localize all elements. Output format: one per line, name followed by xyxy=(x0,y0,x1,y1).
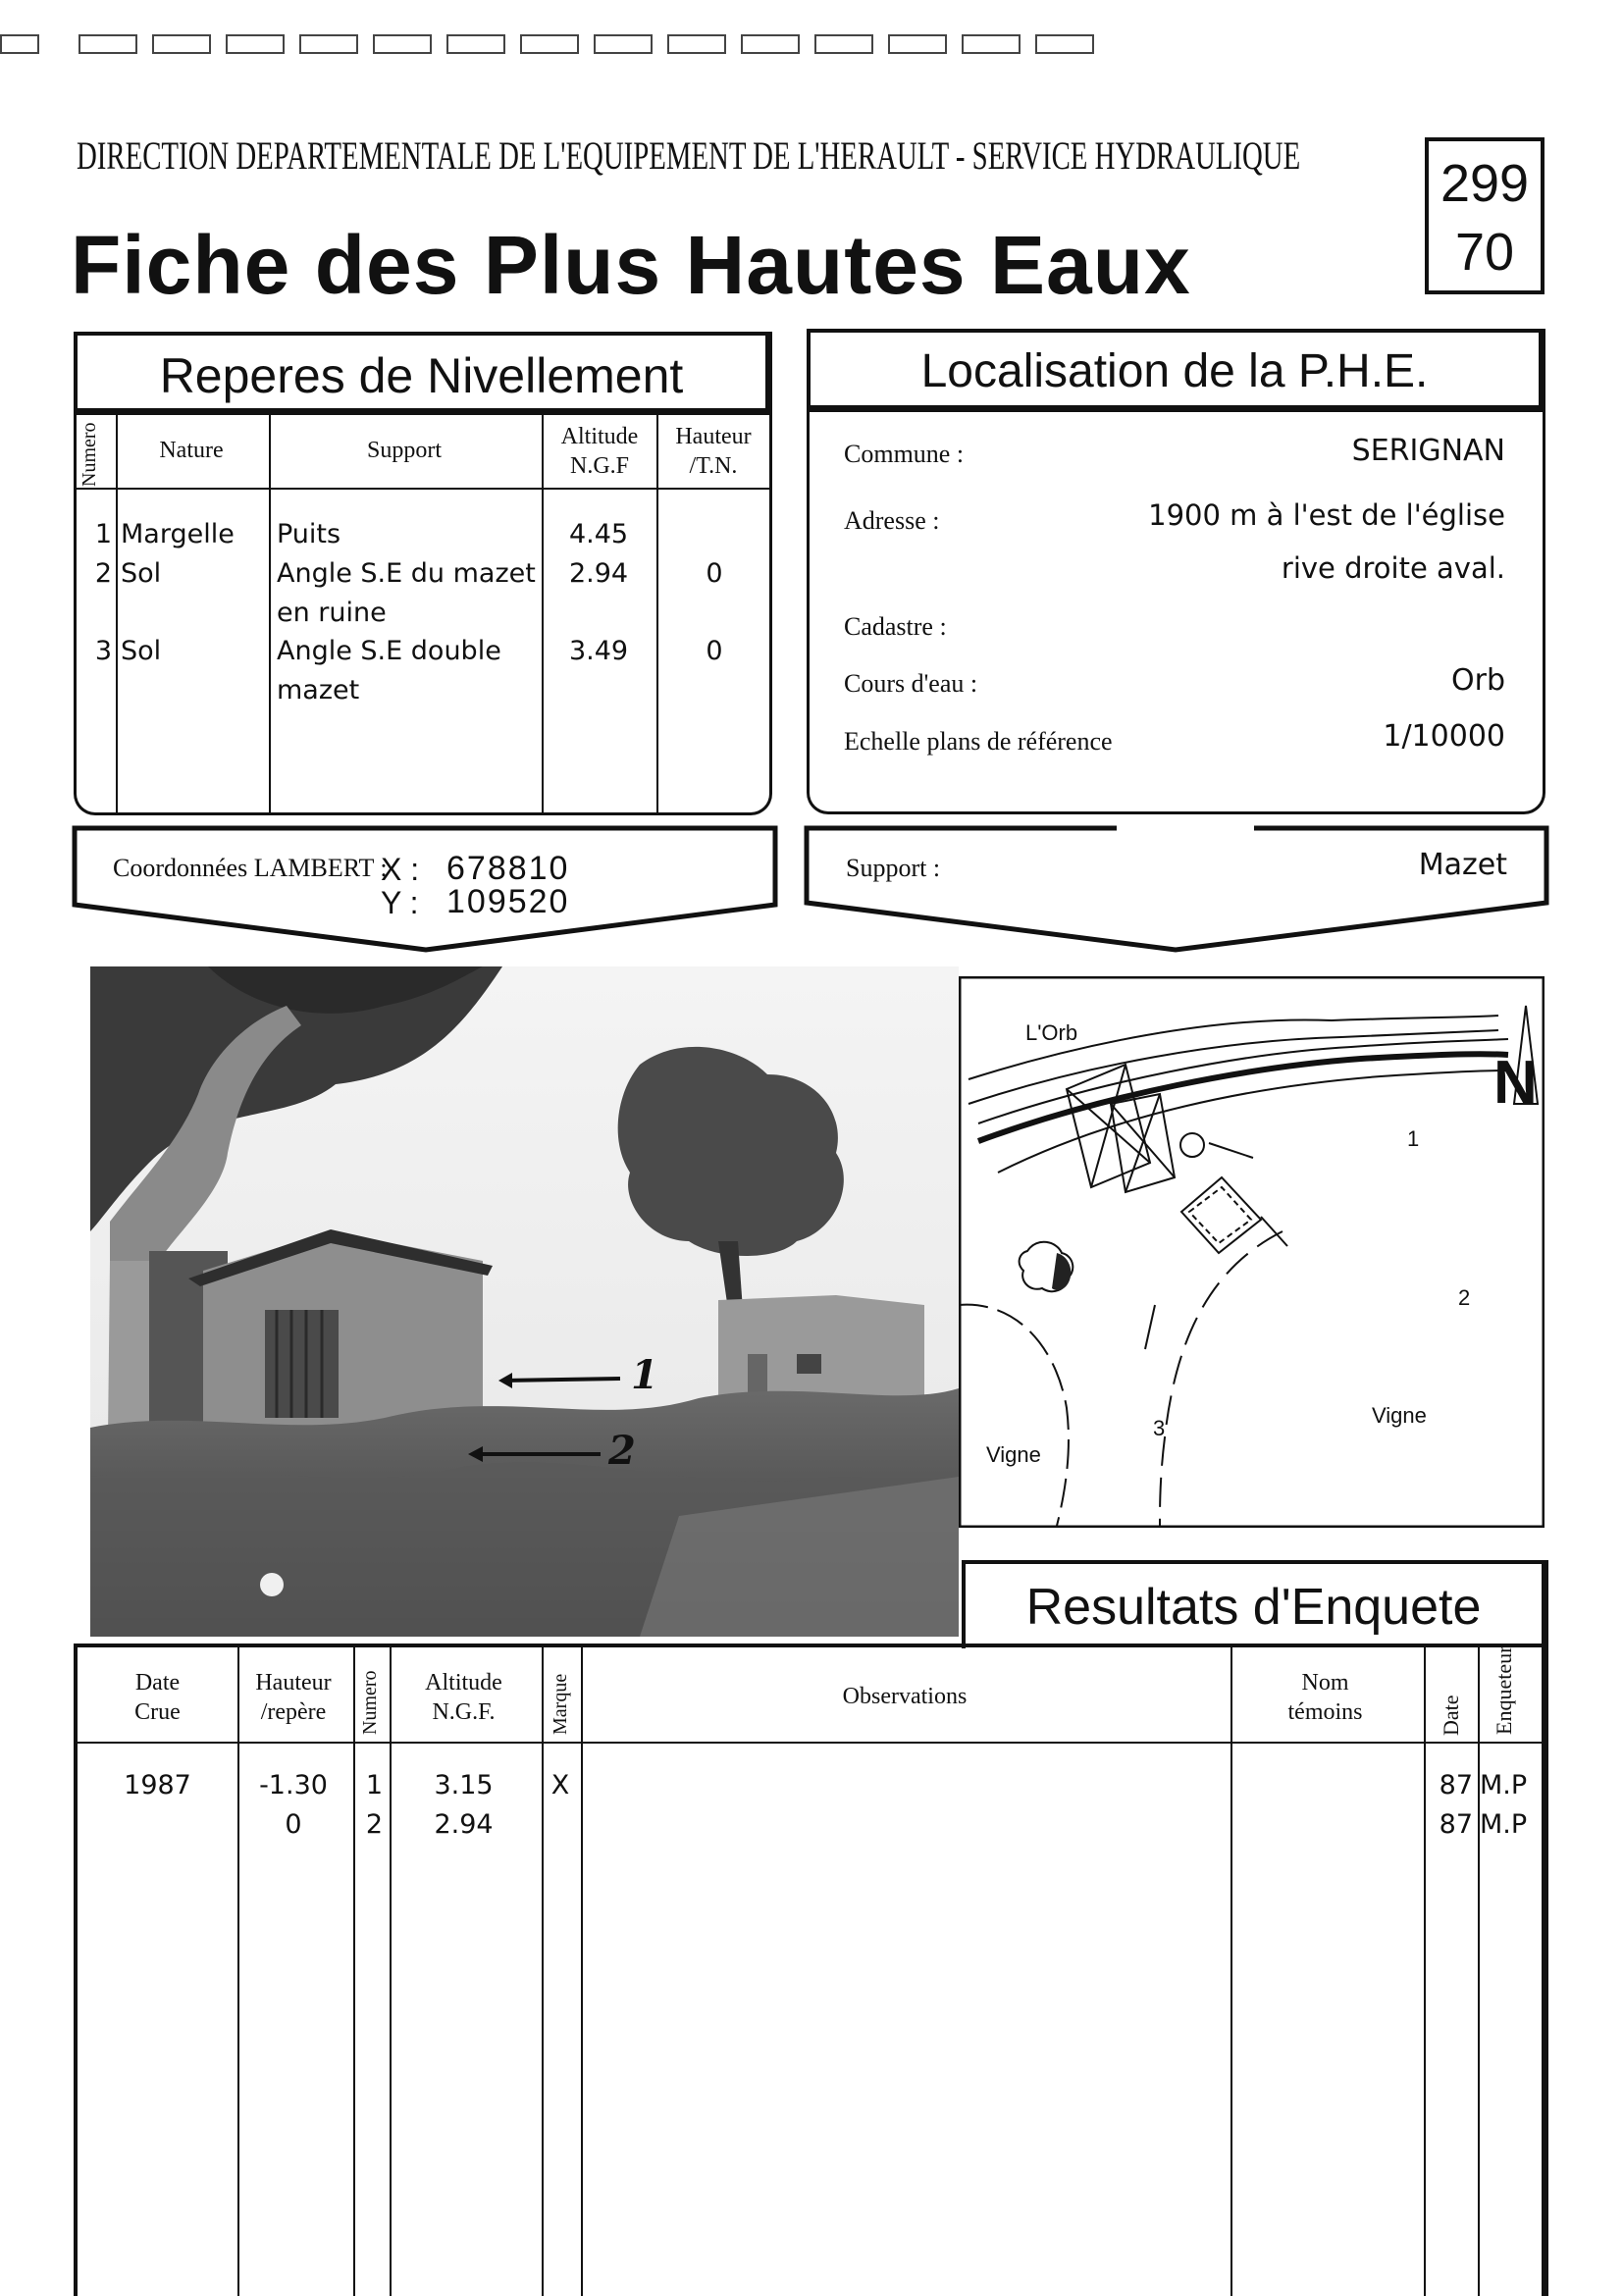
cours-value: Orb xyxy=(1451,663,1505,698)
repere-hauteur: 0 xyxy=(706,558,723,589)
photo-marker-2: 2 xyxy=(608,1428,636,1474)
repere-support: Puits xyxy=(277,519,341,549)
res-numero: 2 xyxy=(365,1809,383,1840)
res-col-hauteur: Hauteur /repère xyxy=(255,1670,332,1725)
plan-river-label: L'Orb xyxy=(1025,1020,1078,1045)
reference-box xyxy=(1425,137,1544,294)
commune-label: Commune : xyxy=(844,440,965,468)
col-support: Support xyxy=(366,438,442,463)
res-hauteur: 0 xyxy=(285,1809,302,1840)
plan-vigne-right: Vigne xyxy=(1372,1403,1427,1428)
res-col-altitude: Altitude N.G.F. xyxy=(425,1670,502,1725)
res-col-date: Date xyxy=(1439,1695,1463,1736)
coords-label: Coordonnées LAMBERT : xyxy=(113,854,388,882)
reperes-title: Reperes de Nivellement xyxy=(159,348,684,403)
adresse-line2: rive droite aval. xyxy=(1281,551,1505,585)
res-marque: X xyxy=(550,1770,570,1800)
res-col-numero: Numero xyxy=(359,1670,381,1735)
y-label: Y : xyxy=(381,885,419,920)
x-label: X : xyxy=(381,852,420,887)
repere-nature: Sol xyxy=(121,636,162,666)
col-altitude: Altitude N.G.F xyxy=(560,424,639,479)
repere-nature: Sol xyxy=(121,558,162,589)
cadastre-label: Cadastre : xyxy=(844,612,947,641)
reference-top: 299 xyxy=(1440,154,1530,213)
res-altitude: 3.15 xyxy=(434,1770,494,1800)
plan-vigne-left: Vigne xyxy=(986,1442,1041,1467)
plan-north: N xyxy=(1493,1049,1538,1117)
plan-number-1: 1 xyxy=(1407,1126,1420,1151)
echelle-value: 1/10000 xyxy=(1383,719,1505,754)
repere-altitude: 4.45 xyxy=(568,519,629,549)
repere-hauteur: 0 xyxy=(706,636,723,666)
repere-altitude: 3.49 xyxy=(568,636,629,666)
repere-numero: 1 xyxy=(94,519,112,549)
situation-plan xyxy=(959,976,1544,1528)
res-date: 87 xyxy=(1439,1809,1473,1840)
res-altitude: 2.94 xyxy=(434,1809,494,1840)
site-photograph xyxy=(90,966,959,1637)
reference-bottom: 70 xyxy=(1454,223,1515,282)
resultats-title: Resultats d'Enquete xyxy=(1025,1579,1482,1636)
resultats-table xyxy=(74,1644,1548,2296)
res-enqueteur: M.P xyxy=(1480,1809,1528,1840)
photo-marker-1: 1 xyxy=(631,1352,658,1398)
plan-number-3: 3 xyxy=(1153,1416,1166,1440)
repere-support: Angle S.E du mazet en ruine xyxy=(277,558,536,628)
plan-number-2: 2 xyxy=(1458,1285,1471,1310)
resultats-title-box xyxy=(962,1560,1548,1648)
reperes-title-box xyxy=(74,332,772,415)
y-value: 109520 xyxy=(446,883,570,920)
repere-altitude: 2.94 xyxy=(568,558,629,589)
localisation-title-box xyxy=(807,329,1545,412)
support-arrow-box xyxy=(803,820,1550,958)
col-hauteur: Hauteur /T.N. xyxy=(675,424,752,479)
x-value: 678810 xyxy=(446,850,570,887)
localisation-title: Localisation de la P.H.E. xyxy=(920,345,1429,397)
res-col-nom: Nom témoins xyxy=(1287,1670,1363,1725)
echelle-label: Echelle plans de référence xyxy=(844,727,1113,756)
support-label: Support : xyxy=(846,854,941,882)
repere-numero: 2 xyxy=(94,558,112,589)
coords-arrow-box xyxy=(71,824,779,962)
res-col-date-crue: Date Crue xyxy=(134,1670,181,1725)
res-col-marque: Marque xyxy=(550,1673,571,1735)
support-value: Mazet xyxy=(1418,848,1507,882)
repere-numero: 3 xyxy=(94,636,112,666)
page-title: Fiche des Plus Hautes Eaux xyxy=(71,219,1191,311)
res-numero: 1 xyxy=(365,1770,383,1800)
cours-label: Cours d'eau : xyxy=(844,669,978,698)
repere-nature: Margelle xyxy=(121,519,235,549)
res-date-crue: 1987 xyxy=(124,1770,191,1800)
res-hauteur: -1.30 xyxy=(259,1770,328,1800)
res-date: 87 xyxy=(1439,1770,1473,1800)
adresse-label: Adresse : xyxy=(844,506,940,535)
res-col-observations: Observations xyxy=(842,1684,968,1709)
col-nature: Nature xyxy=(159,438,224,463)
res-enqueteur: M.P xyxy=(1480,1770,1528,1800)
commune-value: SERIGNAN xyxy=(1351,434,1505,468)
adresse-line1: 1900 m à l'est de l'église xyxy=(1148,498,1505,532)
col-numero: Numero xyxy=(79,422,100,487)
res-col-enqueteur: Enqueteur xyxy=(1492,1645,1516,1735)
organisation-header: DIRECTION DEPARTEMENTALE DE L'EQUIPEMENT DE L'HERAULT - SERVICE HYDRAULIQUE xyxy=(77,133,1301,178)
repere-support: Angle S.E double mazet xyxy=(277,636,501,705)
